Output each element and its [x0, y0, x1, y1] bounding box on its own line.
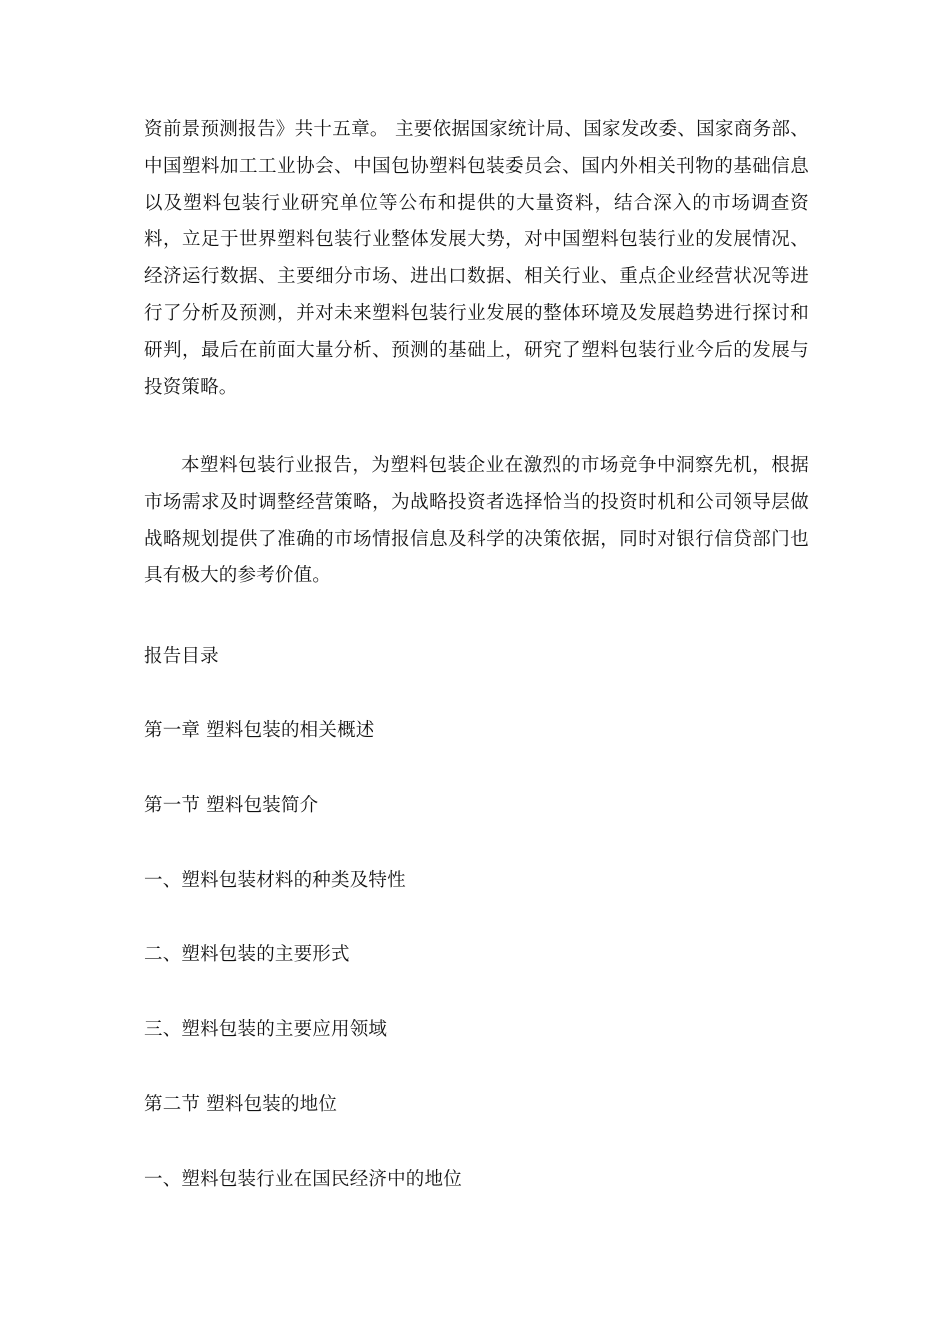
- toc-heading: 报告目录: [144, 646, 219, 667]
- summary-paragraph: 本塑料包装行业报告，为塑料包装企业在激烈的市场竞争中洞察先机，根据市场需求及时调整经营策略，为战略投资者选择恰当的投资时机和公司领导层做战略规划提供了准确的市场情报信息及科学的决策依据，同时对银行信贷部门也具有极大的参考价值。: [144, 455, 809, 587]
- toc-section-1-1: 第一节 塑料包装简介: [144, 795, 319, 816]
- intro-paragraph: 资前景预测报告》共十五章。 主要依据国家统计局、国家发改委、国家商务部、中国塑料加工工业协会、中国包协塑料包装委员会、国内外相关刊物的基础信息以及塑料包装行业研究单位等公布和提供的大量资料，结合深入的市场调查资料，立足于世界塑料包装行业整体发展大势，对中国塑料包装行业的发展情况、经济运行数据、主要细分市场、进出口数据、相关行业、重点企业经营状况等进行了分析及预测，并对未来塑料包装行业发展的整体环境及发展趋势进行探讨和研判，最后在前面大量分析、预测的基础上，研究了塑料包装行业今后的发展与投资策略。: [144, 119, 809, 398]
- toc-item-1-1-1: 一、塑料包装材料的种类及特性: [144, 870, 406, 891]
- toc-section-1-2: 第二节 塑料包装的地位: [144, 1094, 338, 1115]
- toc-item-1-1-3: 三、塑料包装的主要应用领域: [144, 1019, 388, 1040]
- toc-chapter-1: 第一章 塑料包装的相关概述: [144, 720, 375, 741]
- toc-item-1-1-2: 二、塑料包装的主要形式: [144, 944, 350, 965]
- toc-item-1-2-1: 一、塑料包装行业在国民经济中的地位: [144, 1169, 462, 1190]
